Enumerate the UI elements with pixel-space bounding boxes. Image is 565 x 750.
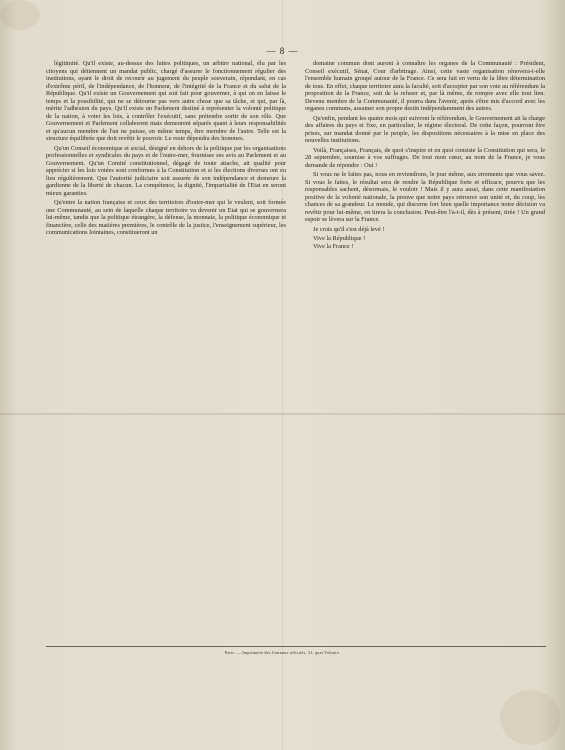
footer-divider <box>46 646 546 647</box>
paragraph: légitimité. Qu'il existe, au-dessus des luttes politiques, un arbitre national, élu par les citoyens qui détiennent un mandat public, chargé d'assurer le fonctionnement régulier des institutions, ayant le droit de recourir au jugement du peuple souverain, répondant, en cas d'extrême péril, de l'indépendance, de l'honneur, de l'intégrité de la France et du salut de la République. Qu'il existe un Gouvernement qui soit fait pour gouverner, à qui on en laisse le temps et la possibilité, qui ne se détourne pas vers autre chose que sa tâche, et qui, par là, mérite l'adhésion du pays. Qu'il existe un Parlement destiné à représenter la volonté politique de la nation, à voter les lois, à contrôler l'exécutif, sans prétendre sortir de son rôle. Que Gouvernement et Parlement collaborent mais demeurent séparés quant à leurs responsabilités et qu'aucun membre de l'un ne puisse, en même temps, être membre de l'autre. Telle est la structure équilibrée que doit revêtir le pouvoir. Le reste dépendra des hommes. <box>46 60 286 142</box>
paragraph: Qu'enfin, pendant les quatre mois qui suivront le référendum, le Gouvernement ait la charge des affaires du pays et fixe, en particulier, le régime électoral. De cette façon, pourront être prises, sur mandat donné par le peuple, les dispositions nécessaires à la mise en place des nouvelles institutions. <box>305 114 546 144</box>
closing-line-republique: Vive la République ! <box>313 235 366 242</box>
closing-line-france: Vive la France ! <box>313 242 354 250</box>
right-column <box>305 60 545 250</box>
left-column <box>46 60 286 239</box>
paragraph: domaine commun dont auront à connaître les organes de la Communauté : Président, Conseil exécutif, Sénat, Cour d'arbitrage. Ainsi, cette vaste organisation rénovera-t-elle l'ensemble humain groupé autour de la France. Ce sera fait en vertu de la libre détermination de tous. En effet, chaque territoire aura la faculté, soit d'accepter par son vote au référendum la proposition de la France, soit de la refuser et, par là même, de rompre avec elle tout lien. Devenu membre de la Communauté, il pourra dans l'avenir, après s'être mis d'accord avec les organes communs, assumer son propre destin indépendamment des autres. <box>305 60 545 112</box>
paragraph: Qu'un Conseil économique et social, désigné en dehors de la politique par les organisations professionnelles et syndicales du pays et de l'outre-mer, fournisse ses avis au Parlement et au Gouvernement. Qu'un Comité constitutionnel, dégagé de toute attache, ait qualité pour apprécier si les lois votées sont conformes à la Constitution et si les élections diverses ont eu lieu régulièrement. Que l'autorité judiciaire soit assurée de son indépendance et demeure la gardienne de la liberté de chacun. La compétence, la dignité, l'impartialité de l'Etat en seront mieux garanties. <box>46 144 286 197</box>
paper-stain <box>500 690 560 745</box>
paper-stain <box>0 0 40 30</box>
printer-footer: Paris. — Imprimerie des Journaux officiels, 31, quai Voltaire. <box>224 650 341 655</box>
paragraph: Qu'entre la nation française et ceux des territoires d'outre-mer qui le veulent, soit formée une Communauté, au sein de laquelle chaque territoire va devenir un Etat qui se gouvernera lui-même, tandis que la politique étrangère, la défense, la monnaie, la politique économique et financière, celle des matières premières, le contrôle de la justice, l'enseignement supérieur, les communications lointaines, constitueront un <box>46 199 286 236</box>
paragraph: Voilà, Françaises, Français, de quoi s'inspire et en quoi consiste la Constitution qui sera, le 28 septembre, soumise à vos suffrages. De tout mon cœur, au nom de la France, je vous demande de répondre : Oui ! <box>305 146 545 169</box>
paragraph: Je crois qu'il s'est déjà levé ! <box>313 225 385 233</box>
paragraph: Si vous ne le faites pas, nous en reviendrons, le jour même, aux errements que vous savez. Si vous le faites, le résultat sera de rendre la République forte et efficace, pourvu que les responsables sachent, désormais, le vouloir ! Mais il y aura aussi, dans cette manifestation positive de la volonté nationale, la preuve que notre pays retrouve son unité et, du coup, les chances de sa grandeur. Le monde, qui discerne fort bien quelle importance notre décision va revêtir pour lui-même, en tirera la conclusion. Peut-être l'a-t-il, dès à présent, tirée ! Un grand espoir se lèvera sur la France. <box>305 171 545 223</box>
page-number: — 8 — <box>266 46 299 56</box>
